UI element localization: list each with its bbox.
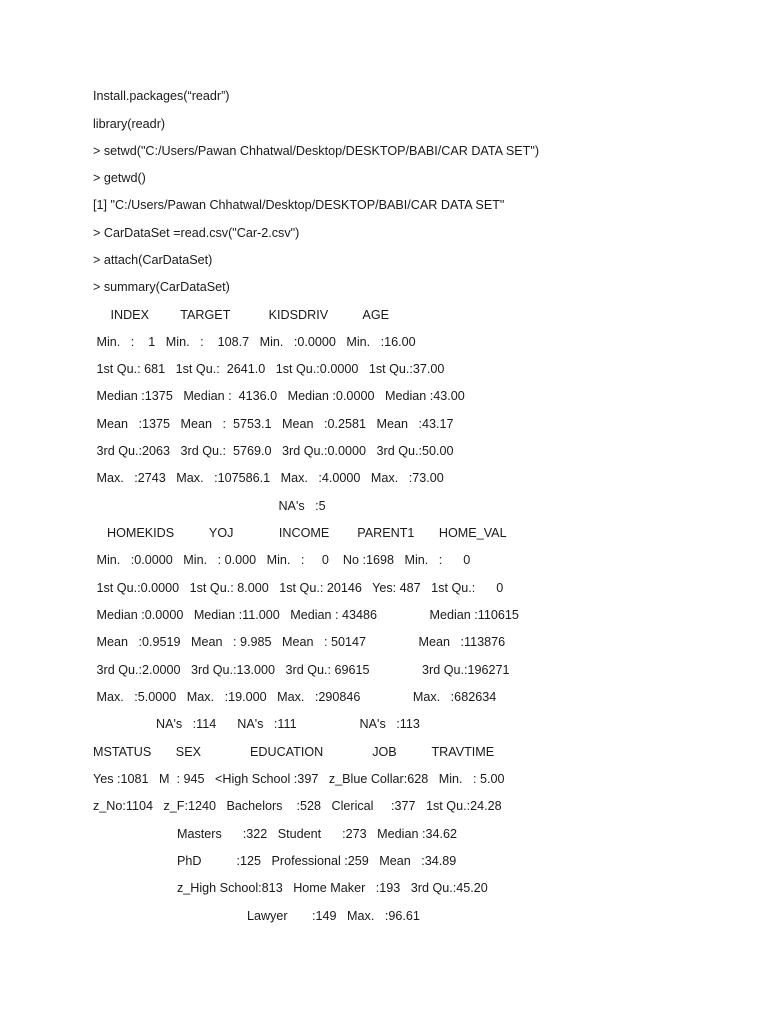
- summary-row: Max. :5.0000 Max. :19.000 Max. :290846 Max. :682634: [93, 690, 497, 704]
- summary-header-1: INDEX TARGET KIDSDRIV AGE: [93, 308, 390, 322]
- summary-row: 3rd Qu.:2.0000 3rd Qu.:13.000 3rd Qu.: 69615 3rd Qu.:196271: [93, 663, 510, 677]
- summary-row: z_High School:813 Home Maker :193 3rd Qu.:45.20: [93, 881, 488, 895]
- summary-row: 3rd Qu.:2063 3rd Qu.: 5769.0 3rd Qu.:0.0000 3rd Qu.:50.00: [93, 444, 454, 458]
- code-line-summary: > summary(CarDataSet): [93, 280, 230, 294]
- summary-row: Yes :1081 M : 945 <High School :397 z_Blue Collar:628 Min. : 5.00: [93, 772, 505, 786]
- code-line-install: Install.packages(“readr”): [93, 89, 230, 103]
- summary-row: 1st Qu.:0.0000 1st Qu.: 8.000 1st Qu.: 20146 Yes: 487 1st Qu.: 0: [93, 581, 504, 595]
- summary-row: z_No:1104 z_F:1240 Bachelors :528 Clerical :377 1st Qu.:24.28: [93, 799, 502, 813]
- summary-row: Median :0.0000 Median :11.000 Median : 43486 Median :110615: [93, 608, 519, 622]
- summary-row: Lawyer :149 Max. :96.61: [93, 909, 420, 923]
- summary-row: Mean :1375 Mean : 5753.1 Mean :0.2581 Mean :43.17: [93, 417, 454, 431]
- code-line-getwd: > getwd(): [93, 171, 146, 185]
- code-line-setwd: > setwd("C:/Users/Pawan Chhatwal/Desktop/DESKTOP/BABI/CAR DATA SET"): [93, 144, 540, 158]
- summary-row: Min. : 1 Min. : 108.7 Min. :0.0000 Min. :16.00: [93, 335, 416, 349]
- summary-row: Masters :322 Student :273 Median :34.62: [93, 827, 457, 841]
- summary-row: Max. :2743 Max. :107586.1 Max. :4.0000 Max. :73.00: [93, 471, 444, 485]
- summary-row-nas: NA's :114 NA's :111 NA's :113: [93, 717, 420, 731]
- summary-row: Median :1375 Median : 4136.0 Median :0.0000 Median :43.00: [93, 389, 465, 403]
- summary-header-3: MSTATUS SEX EDUCATION JOB TRAVTIME: [93, 745, 495, 759]
- output-line-wd: [1] "C:/Users/Pawan Chhatwal/Desktop/DESKTOP/BABI/CAR DATA SET": [93, 198, 505, 212]
- summary-row: PhD :125 Professional :259 Mean :34.89: [93, 854, 457, 868]
- summary-row-nas: NA's :5: [93, 499, 326, 513]
- summary-row: Mean :0.9519 Mean : 9.985 Mean : 50147 Mean :113876: [93, 635, 506, 649]
- summary-row: Min. :0.0000 Min. : 0.000 Min. : 0 No :1698 Min. : 0: [93, 553, 471, 567]
- code-line-attach: > attach(CarDataSet): [93, 253, 213, 267]
- code-line-read-csv: > CarDataSet =read.csv("Car-2.csv"): [93, 226, 300, 240]
- summary-row: 1st Qu.: 681 1st Qu.: 2641.0 1st Qu.:0.0000 1st Qu.:37.00: [93, 362, 445, 376]
- summary-header-2: HOMEKIDS YOJ INCOME PARENT1 HOME_VAL: [93, 526, 507, 540]
- code-line-library: library(readr): [93, 117, 166, 131]
